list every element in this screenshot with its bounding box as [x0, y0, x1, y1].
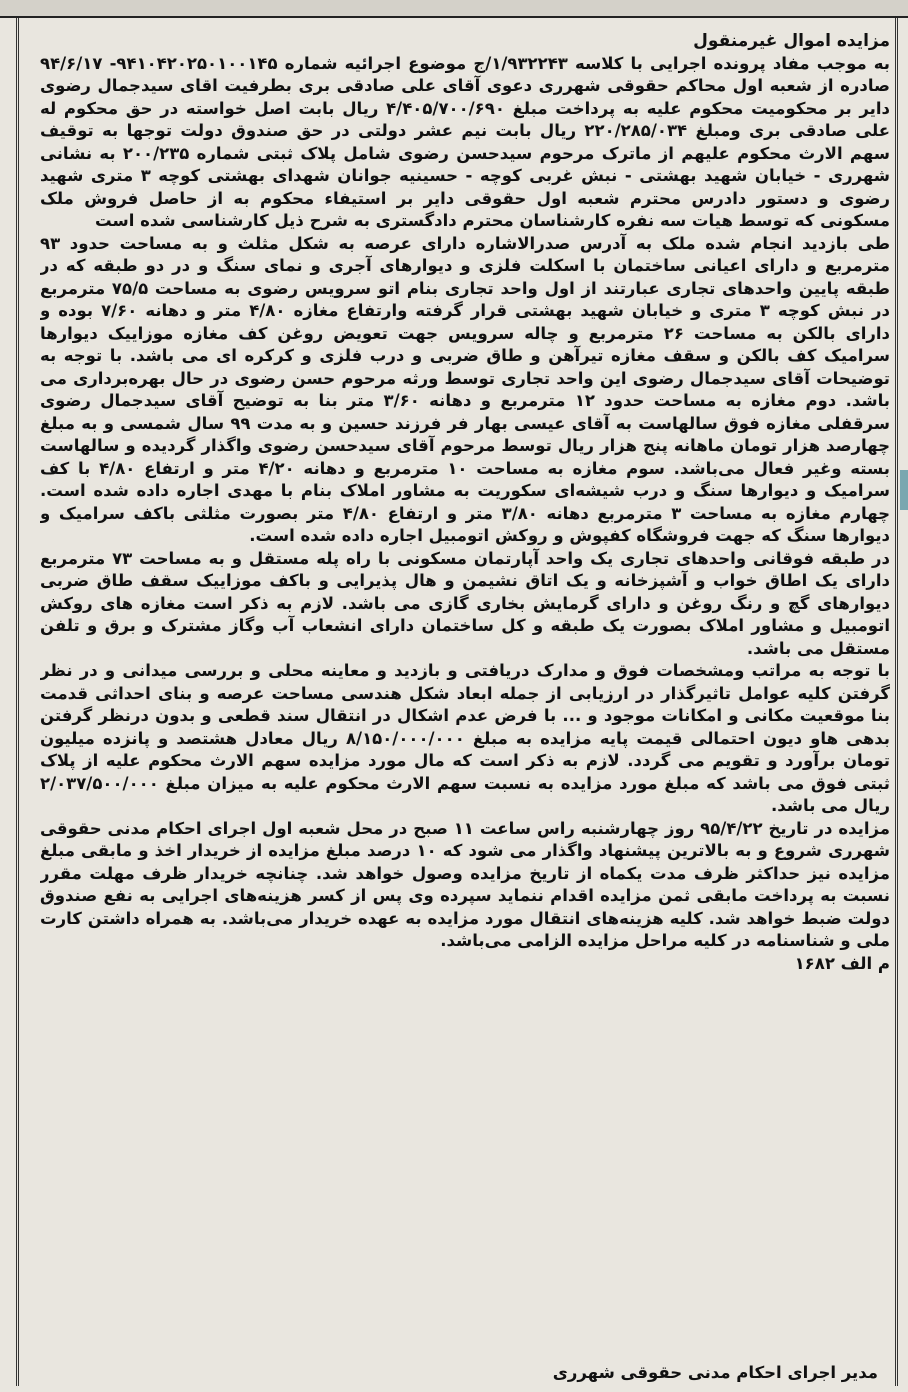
auction-notice	[40, 30, 890, 1382]
edge-mark	[900, 470, 908, 510]
notice-title: مزایده اموال غیرمنقول	[693, 31, 890, 51]
top-strip	[0, 0, 908, 18]
notice-paragraph-inspection: طی بازدید انجام شده ملک به آدرس صدرالاشاره دارای عرصه به شکل مثلث و به مساحت حدود ۹۳ مترمربع و دارای اعیانی ساختمان با اسکلت فلزی و دیوارهای آجری و نمای سنگ و در دو طبقه که در طبقه پایین واحدهای تجاری عبارتند از اول واحد تجاری بنام اتو سرویس رضوی به مساحت ۷۵/۵ مترمربع در نبش کوچه ۳ متری و خیابان شهید بهشتی قرار گرفته وارتفاع مغازه ۴/۸۰ متر و دهانه ۷/۶۰ بوده و دارای بالکن به مساحت ۲۶ مترمربع و چاله سرویس جهت تعویض روغن کف مغازه موزاییک دیوارها سرامیک کف بالکن و سقف مغازه تیرآهن و طاق ضربی و درب فلزی و کرکره ای می باشد. با توجه به توضیحات آقای سیدجمال رضوی این واحد تجاری توسط ورثه مرحوم حسن رضوی در حال بهره‌برداری می باشد. دوم مغازه به مساحت حدود ۱۲ مترمربع و دهانه ۳/۶۰ متر بنا به توضیح آقای سیدجمال رضوی سرقفلی مغازه فوق سالهاست به آقای عیسی بهار فر فرزند حسین و به مدت ۹۹ سال شمسی و به مبلغ چهارصد هزار تومان ماهانه پنج هزار ریال توسط مرحوم آقای سیدحسن رضوی واگذار گردیده و سالهاست بسته وغیر فعال می‌باشد. سوم مغازه به مساحت ۱۰ مترمربع و دهانه ۴/۲۰ متر و ارتفاع ۴/۸۰ با کف سرامیک و دیوارها سنگ و درب شیشه‌ای سکوریت به مشاور املاک بنام با مهدی اجاره داده شده است. چهارم مغازه به مساحت ۳ مترمربع دهانه ۳/۸۰ متر و ارتفاع ۴/۸۰ متر بصورت مثلثی باکف سرامیک و دیوارها سنگ که جهت فروشگاه کفپوش و روکش اتومبیل اجاره داده شده است.	[40, 233, 890, 545]
notice-code: م الف ۱۶۸۲	[794, 953, 890, 973]
notice-paragraph-valuation: با توجه به مراتب ومشخصات فوق و مدارک دریافتی و بازدید و معاینه محلی و بررسی میدانی و در نظر گرفتن کلیه عوامل تاثیرگذار در ارزیابی از جمله ابعاد شکل هندسی مساحت عرصه و بنای احداثی قدمت بنا موقعیت مکانی و امکانات موجود و ... با فرض عدم اشکال در انتقال سند قطعی و بدون درنظر گرفتن بدهی هاو دیون احتمالی قیمت پایه مزایده به مبلغ ۸/۱۵۰/۰۰۰/۰۰۰ ریال معادل هشتصد و پانزده میلیون تومان برآورد و تقویم می گردد. لازم به ذکر است که مال مورد مزایده سهم الارث محکوم علیه از پلاک ثبتی فوق می باشد که مبلغ مورد مزایده به نسبت سهم الارث محکوم علیه به میزان مبلغ ۲/۰۳۷/۵۰۰/۰۰۰ ریال می باشد.	[40, 661, 890, 815]
notice-paragraph-intro: به موجب مفاد پرونده اجرایی با کلاسه ۱/۹۳۲۲۴۳/ج موضوع اجرائیه شماره ۹۴۱۰۴۲۰۲۵۰۱۰۰۱۴۵- ۹۴/۶/۱۷ صادره از شعبه اول محاکم حقوقی شهرری دعوی آقای علی صادقی بری بطرفیت اقای سیدجمال رضوی دایر بر محکومیت محکوم علیه به پرداخت مبلغ ۴/۴۰۵/۷۰۰/۶۹۰ ریال بابت اصل خواسته در حق محکوم له علی صادقی بری ومبلغ ۲۲۰/۲۸۵/۰۳۴ ریال بابت نیم عشر دولتی در حق صندوق دولت توجها به توقیف سهم الارث محکوم علیهم از ماترک مرحوم سیدحسن رضوی شامل پلاک ثبتی شماره ۲۰۰/۲۳۵ به نشانی شهرری - خیابان شهید بهشتی - نبش غربی کوچه - حسینیه جوانان شهدای بهشتی کوچه ۳ متری شهید رضوی و دستور دادرس محترم شعبه اول حقوقی دایر بر استیفاء محکوم به از حاصل فروش ملک مسکونی که توسط هیات سه نفره کارشناسان محترم دادگستری به شرح ذیل کارشناسی شده است	[40, 53, 890, 230]
notice-paragraph-auction-terms: مزایده در تاریخ ۹۵/۴/۲۲ روز چهارشنبه راس ساعت ۱۱ صبح در محل شعبه اول اجرای احکام مدنی حقوقی شهرری شروع و به بالاترین پیشنهاد واگذار می شود که ۱۰ درصد مبلغ مزایده از خریدار اخذ و مابقی مبلغ مزایده نیز حداکثر ظرف مدت یکماه از تاریخ مزایده وصول خواهد شد. چنانچه خریدار ظرف مهلت مقرر نسبت به پرداخت مابقی ثمن مزایده اقدام ننماید سپرده وی پس از کسر هزینه‌های اجرایی به نفع صندوق دولت ضبط خواهد شد. کلیه هزینه‌های انتقال مورد مزایده به عهده خریدار می‌باشد. به همراه داشتن کارت ملی و شناسنامه در کلیه مراحل مزایده الزامی می‌باشد.	[40, 818, 890, 950]
notice-paragraph-upper-floor: در طبقه فوقانی واحدهای تجاری یک واحد آپارتمان مسکونی با راه پله مستقل و به مساحت ۷۳ مترمربع دارای یک اطاق خواب و آشپزخانه و یک اتاق نشیمن و هال پذیرایی و باکف موزاییک سقف طاق ضربی دیوارهای گچ و رنگ روغن و دارای گرمایش بخاری گازی می باشد. لازم به ذکر است مغازه های روکش اتومبیل و مشاور املاک بصورت یک طبقه و کل ساختمان دارای انشعاب آب وگاز مشترک و برق و تلفن مستقل می باشد.	[40, 548, 890, 658]
notice-signature: مدیر اجرای احکام مدنی حقوقی شهرری	[552, 1363, 878, 1382]
